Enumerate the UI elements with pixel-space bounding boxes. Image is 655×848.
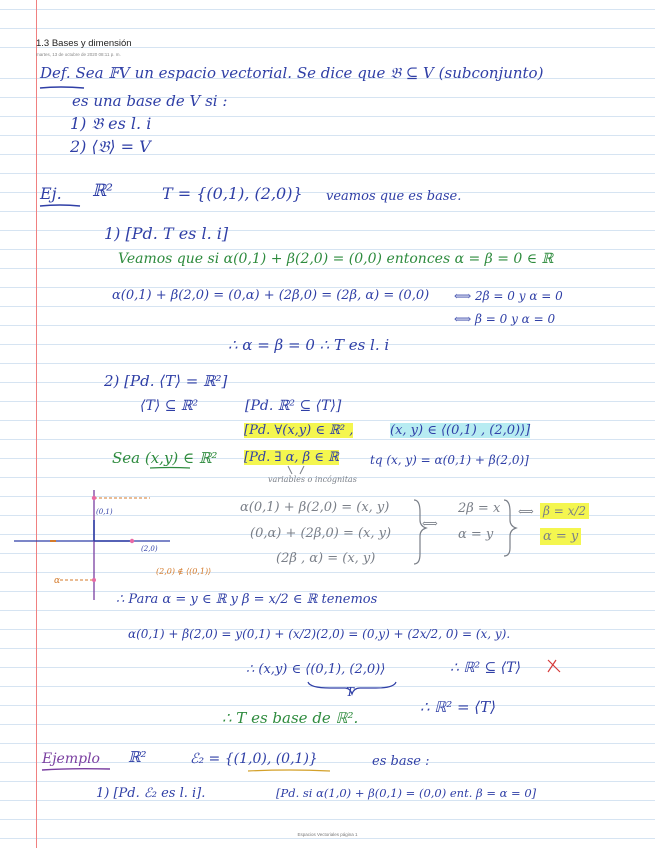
example-2-step-1: 1) [Pd. ℰ₂ es l. i]. bbox=[96, 786, 206, 801]
definition-item-1: 1) 𝔅 es l. i bbox=[70, 114, 152, 133]
graph-point-dot bbox=[92, 496, 96, 500]
system-line-3: (2β , α) = (x, y) bbox=[276, 551, 376, 566]
solution-1: 2β = x bbox=[458, 501, 501, 516]
graph-point-2-label: (2,0) bbox=[141, 545, 158, 553]
conclusion-li: ∴ α = β = 0 ∴ T es l. i bbox=[228, 336, 390, 354]
conclusion-base: ∴ T es base de ℝ². bbox=[222, 709, 359, 727]
step-2-heading: 2) [Pd. ⟨T⟩ = ℝ²] bbox=[104, 372, 228, 390]
underline-ej bbox=[40, 205, 80, 206]
t-label: T bbox=[346, 685, 355, 699]
result-alpha: α = y bbox=[540, 528, 581, 545]
example-2-goal: es base : bbox=[372, 754, 430, 769]
definition-item-2: 2) ⟨𝔅⟩ = V bbox=[70, 137, 151, 156]
conclusion-equal: ∴ ℝ² = ⟨T⟩ bbox=[420, 698, 497, 716]
final-equation: α(0,1) + β(2,0) = y(0,1) + (x/2)(2,0) = (0,y) + (2x/2, 0) = (x, y). bbox=[128, 627, 511, 641]
pd-3-highlight: [Pd. ∀(x,y) ∈ ℝ² , bbox=[244, 423, 354, 438]
pd-4-highlight: [Pd. ∃ α, β ∈ ℝ bbox=[244, 450, 339, 465]
definition-line-1: Def. Sea 𝔽V un espacio vectorial. Se dice que 𝔅 ⊆ V (subconjunto) bbox=[40, 64, 544, 82]
result-subset: ∴ ℝ² ⊆ ⟨T⟩ bbox=[450, 660, 521, 676]
sea-statement: Sea (x,y) ∈ ℝ² bbox=[112, 449, 218, 467]
system-line-2: (0,α) + (2β,0) = (x, y) bbox=[250, 526, 392, 541]
equation-1: α(0,1) + β(2,0) = (0,α) + (2β,0) = (2β, α) = (0,0) bbox=[112, 288, 430, 303]
variables-note: variables o incógnitas bbox=[268, 475, 357, 484]
underline-def bbox=[40, 87, 84, 88]
example-2-step-1-text: [Pd. si α(1,0) + β(0,1) = (0,0) ent. β = α = 0] bbox=[276, 786, 537, 800]
example-2-space: ℝ² bbox=[128, 748, 147, 766]
para-statement: ∴ Para α = y ∈ ℝ y β = x/2 ∈ ℝ tenemos bbox=[116, 592, 378, 607]
step-1-text: Veamos que si α(0,1) + β(2,0) = (0,0) entonces α = β = 0 ∈ ℝ bbox=[118, 251, 554, 267]
pd-4b: tq (x, y) = α(0,1) + β(2,0)] bbox=[370, 453, 529, 467]
page-date: martes, 13 de octubre de 2020 08:11 p. m. bbox=[36, 52, 121, 57]
underline-ejemplo bbox=[42, 769, 110, 770]
underline-sea bbox=[150, 468, 190, 469]
graph-note: (2,0) ∉ ⟨(0,1)⟩ bbox=[156, 567, 212, 576]
system-implies: ⟺ bbox=[422, 517, 438, 530]
example-space: ℝ² bbox=[92, 181, 113, 201]
definition-line-2: es una base de V si : bbox=[72, 92, 228, 110]
underline-basis bbox=[248, 770, 330, 771]
pd-3b-highlight: (x, y) ∈ ⟨(0,1) , (2,0)⟩] bbox=[390, 423, 531, 438]
graph-alpha-label: α bbox=[54, 576, 61, 586]
implies-2: ⟺ β = 0 y α = 0 bbox=[454, 312, 556, 326]
graph-point-label: (0,1) bbox=[96, 508, 113, 516]
graph-point-dot-2 bbox=[130, 539, 134, 543]
solution-2: α = y bbox=[458, 527, 494, 542]
example-label: Ej. bbox=[40, 184, 62, 203]
variables-arrows bbox=[288, 466, 304, 474]
example-2-label: Ejemplo bbox=[42, 751, 100, 767]
subset-1: ⟨T⟩ ⊆ ℝ² bbox=[140, 398, 199, 414]
graph-alpha-dot bbox=[92, 578, 96, 582]
implies-1: ⟺ 2β = 0 y α = 0 bbox=[454, 289, 563, 303]
page-title: 1.3 Bases y dimensión bbox=[36, 38, 132, 49]
example-set: T = {(0,1), (2,0)} bbox=[162, 184, 303, 203]
solution-brace bbox=[504, 500, 516, 556]
example-goal: veamos que es base. bbox=[326, 189, 462, 204]
pd-2: [Pd. ℝ² ⊆ ⟨T⟩] bbox=[245, 398, 342, 414]
membership: ∴ (x,y) ∈ ⟨(0,1), (2,0)⟩ bbox=[246, 662, 386, 677]
underbrace bbox=[308, 682, 396, 694]
step-1-heading: 1) [Pd. T es l. i] bbox=[104, 224, 229, 243]
page-footer: Espacios Vectoriales página 1 bbox=[297, 832, 358, 837]
result-beta: β = x/2 bbox=[540, 503, 589, 519]
system-line-1: α(0,1) + β(2,0) = (x, y) bbox=[240, 500, 390, 515]
solution-implies: ⟺ bbox=[518, 505, 534, 518]
red-mark bbox=[548, 660, 560, 672]
system-brace bbox=[414, 500, 426, 564]
example-2-set: ℰ₂ = {(1,0), (0,1)} bbox=[190, 751, 318, 767]
